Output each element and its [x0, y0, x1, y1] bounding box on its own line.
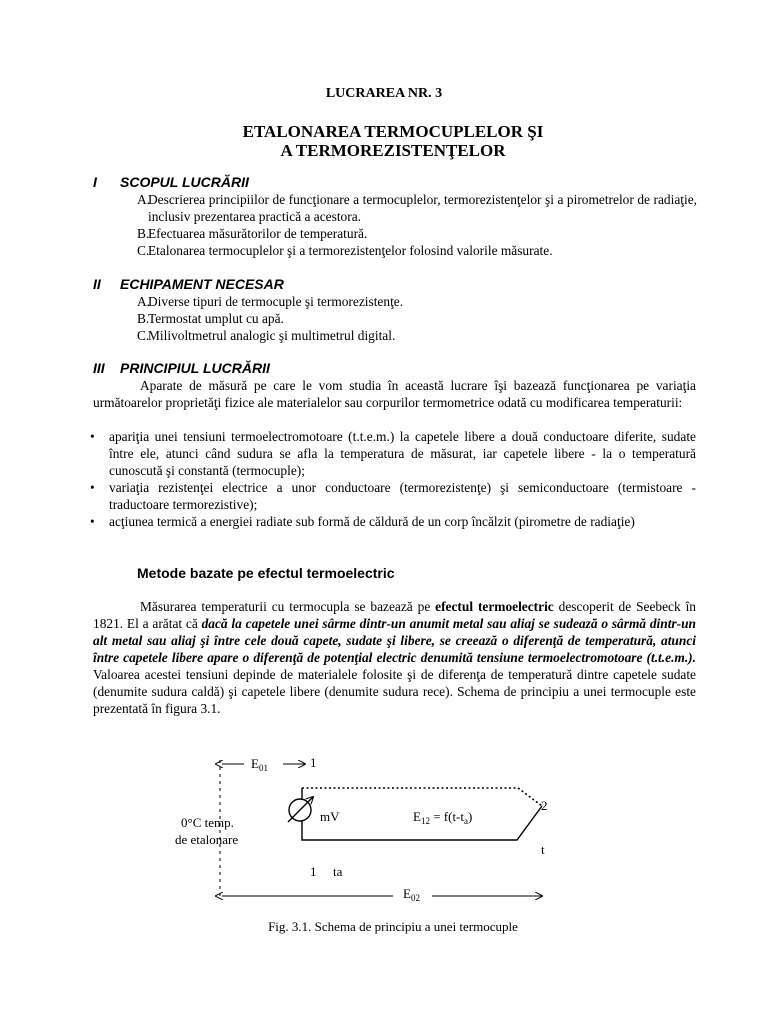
thermocouple-diagram — [160, 740, 600, 920]
subsection-paragraph — [93, 598, 696, 717]
list-item — [137, 310, 697, 327]
e02-label: $E_{02}$ — [403, 886, 420, 903]
e12-label: $E_{12} = f(t-t_a)$ — [413, 809, 473, 826]
bullet-item — [90, 428, 696, 479]
item-letter: C. — [137, 328, 150, 343]
section1-list — [137, 191, 697, 259]
bullet-dot: • — [90, 480, 95, 495]
temp-label-line1: 0°C temp. — [181, 815, 234, 830]
section3-title: PRINCIPIUL LUCRĂRII — [120, 360, 270, 376]
label-1-top: 1 — [310, 755, 317, 770]
wire-top — [302, 788, 542, 806]
item-text: Milivoltmetrul analogic şi multimetrul digital. — [148, 328, 396, 343]
bullet-dot: • — [90, 514, 95, 529]
bullet-item — [90, 513, 696, 530]
e01-label: $E_{01}$ — [251, 756, 268, 773]
section1-title: SCOPUL LUCRĂRII — [120, 174, 249, 190]
section3-number: III — [93, 360, 105, 376]
list-item — [137, 191, 697, 225]
main-title-line1: ETALONAREA TERMOCUPLELOR ŞI — [242, 122, 544, 141]
item-text: Etalonarea termocuplelor şi a termorezistenţelor folosind valorile măsurate. — [148, 243, 553, 258]
para-bold-italic: dacă la capetele unei sârme dintr-un anumit metal sau aliaj se sudează o sârmă dintr-un alt metal sau aliaj şi între cele două capete, sudate şi libere, se creează o diferenţă de temperatură, atunci între capetele libere apare o diferenţă de potenţial electric denumită tensiune termoelectromotoare (t.t.e.m.). — [93, 616, 696, 665]
subsection-title: Metode bazate pe efectul termoelectric — [137, 565, 395, 581]
item-text: Termostat umplut cu apă. — [148, 311, 284, 326]
bullet-text: apariţia unei tensiuni termoelectromotoare (t.t.e.m.) la capetele libere a două conductoare diferite, sudate între ele, atunci când sudura se afla la temperatura de măsurat, iar capetele libere - la o temperatură cunoscută şi constantă (termocuple); — [109, 429, 696, 478]
bullet-item — [90, 479, 696, 513]
label-1-bottom: 1 — [310, 864, 317, 879]
section2-list — [137, 293, 697, 344]
item-text: Efectuarea măsurătorilor de temperatură. — [148, 226, 368, 241]
item-text: Descrierea principiilor de funcţionare a termocuplelor, termorezistenţelor şi a pirometrelor de radiaţie, inclusiv prezentarea practică a acestora. — [148, 192, 697, 224]
section3-bullets — [90, 428, 696, 530]
lab-title: LUCRAREA NR. 3 — [325, 86, 443, 101]
main-title-line2: A TERMOREZISTENŢELOR — [280, 141, 506, 160]
list-item — [137, 225, 697, 242]
item-letter: B. — [137, 311, 150, 326]
section1-number: I — [93, 174, 97, 190]
bullet-dot: • — [90, 429, 95, 444]
para-text: Valoarea acestei tensiuni depinde de materialele folosite şi de diferenţa de temperatură dintre capetele sudate (denumite sudura caldă) şi capetele libere (denumite sudura rece). Schema de principiu a unei termocuple este prezentată în figura 3.1. — [93, 667, 696, 716]
bullet-text: variaţia rezistenţei electrice a unor conductoare (termorezistenţe) şi semiconductoare (termistoare - traductoare termorezistive); — [109, 480, 696, 512]
item-letter: B. — [137, 226, 150, 241]
para-bold: efectul termoelectric — [435, 599, 554, 614]
list-item — [137, 242, 697, 259]
section2-title: ECHIPAMENT NECESAR — [120, 276, 284, 292]
temp-label-line2: de etalonare — [175, 832, 239, 847]
bullet-text: acţiunea termică a energiei radiate sub formă de căldură de un corp încălzit (pirometre de radiaţie) — [109, 514, 635, 529]
figure-caption: Fig. 3.1. Schema de principiu a unei termocuple — [268, 919, 518, 934]
main-title — [0, 122, 768, 160]
list-item — [137, 293, 697, 310]
section2-number: II — [93, 276, 101, 292]
list-item — [137, 327, 697, 344]
para-text: descoperit de Seebeck în 1821. El a arătat că — [93, 599, 696, 631]
label-2: 2 — [541, 798, 548, 813]
section3-heading — [93, 360, 270, 376]
item-text: Diverse tipuri de termocuple şi termorezistenţe. — [148, 294, 404, 309]
label-ta: ta — [333, 864, 343, 879]
item-letter: A. — [137, 192, 151, 207]
section3-intro: Aparate de măsură pe care le vom studia în această lucrare îşi bazează funcţionarea pe variaţia următoarelor proprietăţi fizice ale materialelor sau corpurilor termometrice odată cu modificarea temperaturii: — [93, 378, 696, 410]
label-t: t — [541, 842, 545, 857]
section1-heading — [93, 174, 249, 190]
item-letter: C. — [137, 243, 150, 258]
para-text: Măsurarea temperaturii cu termocupla se bazează pe — [140, 599, 436, 614]
item-letter: A. — [137, 294, 151, 309]
mv-label: mV — [320, 809, 340, 824]
section2-heading — [93, 276, 284, 292]
